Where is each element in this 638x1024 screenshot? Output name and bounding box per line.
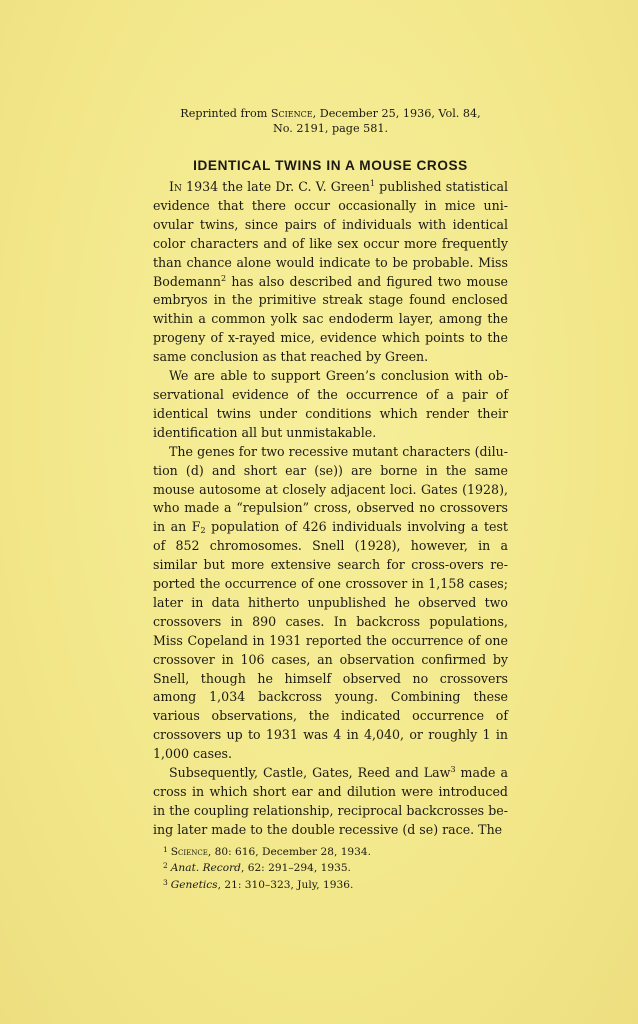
footnote-3 — [163, 876, 508, 893]
footnote-citation: , 80: 616, December 28, 1934. — [207, 845, 372, 858]
footnote-citation: , 21: 310–323, July, 1936. — [217, 878, 354, 891]
footnote-1 — [163, 843, 508, 860]
footnote-citation: , 62: 291–294, 1935. — [240, 862, 351, 875]
footnote-journal: Genetics — [170, 878, 218, 891]
footnote-number: 2 — [163, 861, 168, 871]
footnote-number: 3 — [163, 877, 168, 887]
p3-text-a: The genes for two recessive mutant characters (dilution (d) and short ear (se)) are borne in the same mouse autosome at closely adjacent loci. Gates (1928), who made a “repulsion” cross, observed no crossovers in an F — [153, 443, 508, 535]
reprint-notice — [153, 106, 508, 136]
journal-name: Science — [270, 107, 313, 120]
paragraph-2: We are able to support Green’s conclusion with observational evidence of the occurrence of a pair of identical twins under conditions which render their identification all but unmistakable. — [153, 368, 508, 440]
p3-text-b: population of 426 individuals involving a test of 852 chromosomes. Snell (1928), however, in a similar but more extensive search for cross-overs reported the occurrence of one crossover in 1,158 cases; later in data hitherto unpublished he observed two crossovers in 890 cases. In backcross populations, Miss Copeland in 1931 reported the occurrence of one crossover in 106 cases, an observation confirmed by Snell, though he himself observed no crossovers among 1,034 backcross young. Combining these various observations, the indicated occurrence of crossovers up to 1931 was 4 in 4,040, or roughly 1 in 1,000 cases. — [153, 519, 508, 762]
paragraph-4 — [153, 764, 508, 840]
p4-text-b: made a cross in which short ear and dilution were introduced in the coupling relationship, reciprocal backcrosses being later made to the double recessive (d se) race. The — [153, 765, 509, 837]
footnote-ref-1: 1 — [369, 179, 375, 188]
article — [153, 106, 508, 892]
footnote-journal: Science — [170, 845, 208, 858]
footnote-journal: Anat. Record — [170, 862, 241, 875]
p4-text-a: Subsequently, Castle, Gates, Reed and Law — [169, 765, 451, 781]
footnotes — [153, 843, 508, 893]
footnote-ref-2: 2 — [221, 273, 227, 283]
reprint-prefix: Reprinted from — [180, 107, 271, 120]
p1-text-a: 1934 the late Dr. C. V. Green — [181, 179, 370, 194]
p1-text-c: has also described and figured two mouse embryos in the primitive streak stage found enclosed within a common yolk sac endoderm layer, among the progeny of x-rayed mice, evidence which points to the same conclusion as that reached by Green. — [153, 273, 508, 365]
f2-subscript: 2 — [200, 526, 206, 536]
footnote-number: 1 — [163, 844, 168, 854]
reprint-date-volume: , December 25, 1936, Vol. 84, — [312, 107, 481, 120]
footnote-2 — [163, 859, 508, 876]
paragraph-3 — [153, 443, 508, 764]
article-title: IDENTICAL TWINS IN A MOUSE CROSS — [193, 158, 468, 173]
reprint-issue-page: No. 2191, page 581. — [272, 122, 389, 135]
paragraph-1 — [153, 178, 508, 367]
p1-text-b: published statistical evidence that there occur occasionally in mice uniovular twins, since pairs of individuals with identical color characters and of like sex occur more frequently than chance alone would indicate to be probable. Miss Bodemann — [153, 179, 508, 289]
opening-word: In — [169, 179, 182, 194]
footnote-ref-3: 3 — [450, 765, 456, 775]
